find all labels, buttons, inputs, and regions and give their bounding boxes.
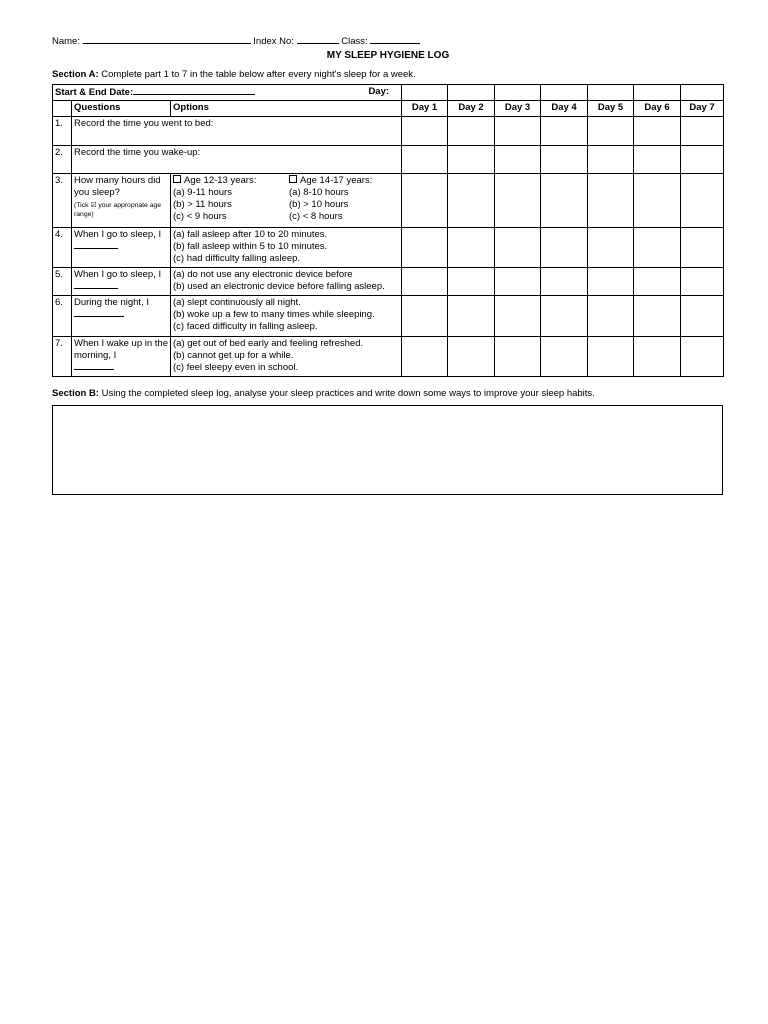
row-options (171, 228, 402, 268)
row-number: 7. (53, 337, 72, 377)
worksheet-page (52, 34, 724, 495)
day-cell[interactable] (541, 296, 588, 337)
option-text: (a) fall asleep after 10 to 20 minutes. (173, 229, 328, 240)
day-header: Day 6 (634, 101, 681, 117)
option-text: (a) slept continuously all night. (173, 297, 301, 308)
day-cell[interactable] (495, 296, 541, 337)
day-cell[interactable] (495, 228, 541, 268)
section-b-answer-box[interactable] (52, 405, 723, 495)
day-cell[interactable] (448, 337, 495, 377)
age-12-13-checkbox[interactable] (173, 175, 181, 183)
option-text: (a) 8-10 hours (289, 187, 349, 198)
student-info-line (52, 34, 724, 46)
answer-blank[interactable] (74, 281, 118, 289)
day-cell[interactable] (541, 117, 588, 146)
row-options (171, 268, 402, 296)
day-cell[interactable] (681, 337, 724, 377)
option-text: (a) do not use any electronic device before (173, 269, 353, 280)
row-options (171, 337, 402, 377)
question-text: How many hours did you sleep? (74, 175, 161, 198)
questions-header: Questions (72, 101, 171, 117)
day-cell[interactable] (588, 268, 634, 296)
date-day-cell[interactable] (448, 85, 495, 101)
answer-blank[interactable] (74, 362, 114, 370)
day-cell[interactable] (634, 117, 681, 146)
row-options (171, 296, 402, 337)
row-number: 4. (53, 228, 72, 268)
option-text: (c) had difficulty falling asleep. (173, 253, 301, 264)
day-cell[interactable] (402, 296, 448, 337)
day-cell[interactable] (541, 268, 588, 296)
option-text: (c) < 8 hours (289, 211, 343, 222)
sleep-log-table (52, 84, 724, 377)
age-14-17-checkbox[interactable] (289, 175, 297, 183)
day-label: Day: (368, 86, 390, 97)
section-a-text: Complete part 1 to 7 in the table below after every night's sleep for a week. (101, 69, 416, 80)
day-cell[interactable] (495, 146, 541, 174)
table-row (53, 146, 724, 174)
table-header-row (53, 101, 724, 117)
question-text: When I wake up in the morning, I (74, 338, 168, 361)
age-b-label: Age 14-17 years: (300, 175, 373, 186)
start-end-field[interactable] (133, 86, 255, 95)
age-a-label: Age 12-13 years: (184, 175, 257, 186)
table-row (53, 228, 724, 268)
day-cell[interactable] (402, 117, 448, 146)
question-text: When I go to sleep, I (74, 229, 162, 240)
day-cell[interactable] (681, 228, 724, 268)
day-cell[interactable] (541, 174, 588, 228)
table-date-row (53, 85, 724, 101)
day-cell[interactable] (402, 174, 448, 228)
day-cell[interactable] (634, 146, 681, 174)
date-day-cell[interactable] (681, 85, 724, 101)
row-question (72, 296, 171, 337)
table-row (53, 117, 724, 146)
day-cell[interactable] (448, 268, 495, 296)
option-text: (c) faced difficulty in falling asleep. (173, 321, 318, 332)
start-end-label: Start & End Date: (55, 87, 134, 98)
date-day-cell[interactable] (541, 85, 588, 101)
option-text: (b) fall asleep within 5 to 10 minutes. (173, 241, 328, 252)
day-cell[interactable] (588, 146, 634, 174)
day-cell[interactable] (681, 296, 724, 337)
option-text: (c) feel sleepy even in school. (173, 362, 299, 373)
day-cell[interactable] (402, 228, 448, 268)
day-cell[interactable] (681, 174, 724, 228)
day-header: Day 1 (402, 101, 448, 117)
day-cell[interactable] (448, 296, 495, 337)
day-cell[interactable] (495, 337, 541, 377)
option-text: (b) cannot get up for a while. (173, 350, 294, 361)
options-header: Options (171, 101, 402, 117)
day-cell[interactable] (681, 117, 724, 146)
row-number: 3. (53, 174, 72, 228)
day-cell[interactable] (634, 228, 681, 268)
row-question (72, 268, 171, 296)
table-row (53, 296, 724, 337)
day-cell[interactable] (541, 228, 588, 268)
row-number: 2. (53, 146, 72, 174)
row-number: 5. (53, 268, 72, 296)
day-cell[interactable] (448, 117, 495, 146)
index-field[interactable] (297, 34, 339, 44)
option-text: (b) woke up a few to many times while sleeping. (173, 309, 375, 320)
option-text: (a) get out of bed early and feeling refreshed. (173, 338, 364, 349)
day-cell[interactable] (448, 146, 495, 174)
row-question (72, 228, 171, 268)
day-cell[interactable] (402, 146, 448, 174)
day-cell[interactable] (495, 117, 541, 146)
day-cell[interactable] (402, 268, 448, 296)
row-number: 6. (53, 296, 72, 337)
day-cell[interactable] (402, 337, 448, 377)
answer-blank[interactable] (74, 309, 124, 317)
page-title: MY SLEEP HYGIENE LOG (326, 50, 450, 61)
day-header: Day 3 (495, 101, 541, 117)
question-text: During the night, I (74, 297, 149, 308)
section-a-instruction (52, 68, 724, 82)
class-field[interactable] (370, 34, 420, 44)
section-b-instruction (52, 387, 724, 401)
day-cell[interactable] (588, 174, 634, 228)
day-header: Day 4 (541, 101, 588, 117)
day-header: Day 5 (588, 101, 634, 117)
day-cell[interactable] (495, 174, 541, 228)
answer-blank[interactable] (74, 241, 118, 249)
day-cell[interactable] (634, 337, 681, 377)
name-label: Name: (52, 36, 80, 47)
date-day-cell[interactable] (402, 85, 448, 101)
day-cell[interactable] (681, 146, 724, 174)
date-day-cell[interactable] (495, 85, 541, 101)
question-text: When I go to sleep, I (74, 269, 162, 280)
class-label: Class: (341, 36, 368, 47)
row-question: Record the time you wake-up: (72, 146, 402, 174)
day-cell[interactable] (448, 174, 495, 228)
row-question: Record the time you went to bed: (72, 117, 402, 146)
row-question (72, 337, 171, 377)
option-text: (b) > 11 hours (173, 199, 232, 210)
day-cell[interactable] (681, 268, 724, 296)
day-cell[interactable] (541, 146, 588, 174)
section-a-label: Section A: (52, 69, 99, 80)
date-day-cell[interactable] (588, 85, 634, 101)
date-cell[interactable] (53, 85, 402, 101)
day-cell[interactable] (495, 268, 541, 296)
day-cell[interactable] (588, 117, 634, 146)
day-cell[interactable] (634, 174, 681, 228)
day-header: Day 7 (681, 101, 724, 117)
option-text: (c) < 9 hours (173, 211, 227, 222)
day-cell[interactable] (634, 296, 681, 337)
table-row (53, 268, 724, 296)
question-note: (Tick ☑ your appropriate age range) (74, 202, 162, 218)
day-cell[interactable] (588, 296, 634, 337)
name-field[interactable] (83, 34, 251, 44)
day-cell[interactable] (541, 337, 588, 377)
row-number: 1. (53, 117, 72, 146)
table-row (53, 174, 724, 228)
option-text: (b) > 10 hours (289, 199, 349, 210)
option-text: (b) used an electronic device before falling asleep. (173, 281, 385, 292)
day-cell[interactable] (634, 268, 681, 296)
index-label: Index No: (253, 36, 294, 47)
day-header: Day 2 (448, 101, 495, 117)
row-question (72, 174, 171, 228)
num-header (53, 101, 72, 117)
section-b-text: Using the completed sleep log, analyse your sleep practices and write down some ways to improve your sleep habits. (101, 388, 595, 399)
day-cell[interactable] (588, 337, 634, 377)
option-text: (a) 9-11 hours (173, 187, 232, 198)
table-row (53, 337, 724, 377)
day-cell[interactable] (588, 228, 634, 268)
day-cell[interactable] (448, 228, 495, 268)
section-b-label: Section B: (52, 388, 99, 399)
row-options (171, 174, 402, 228)
date-day-cell[interactable] (634, 85, 681, 101)
